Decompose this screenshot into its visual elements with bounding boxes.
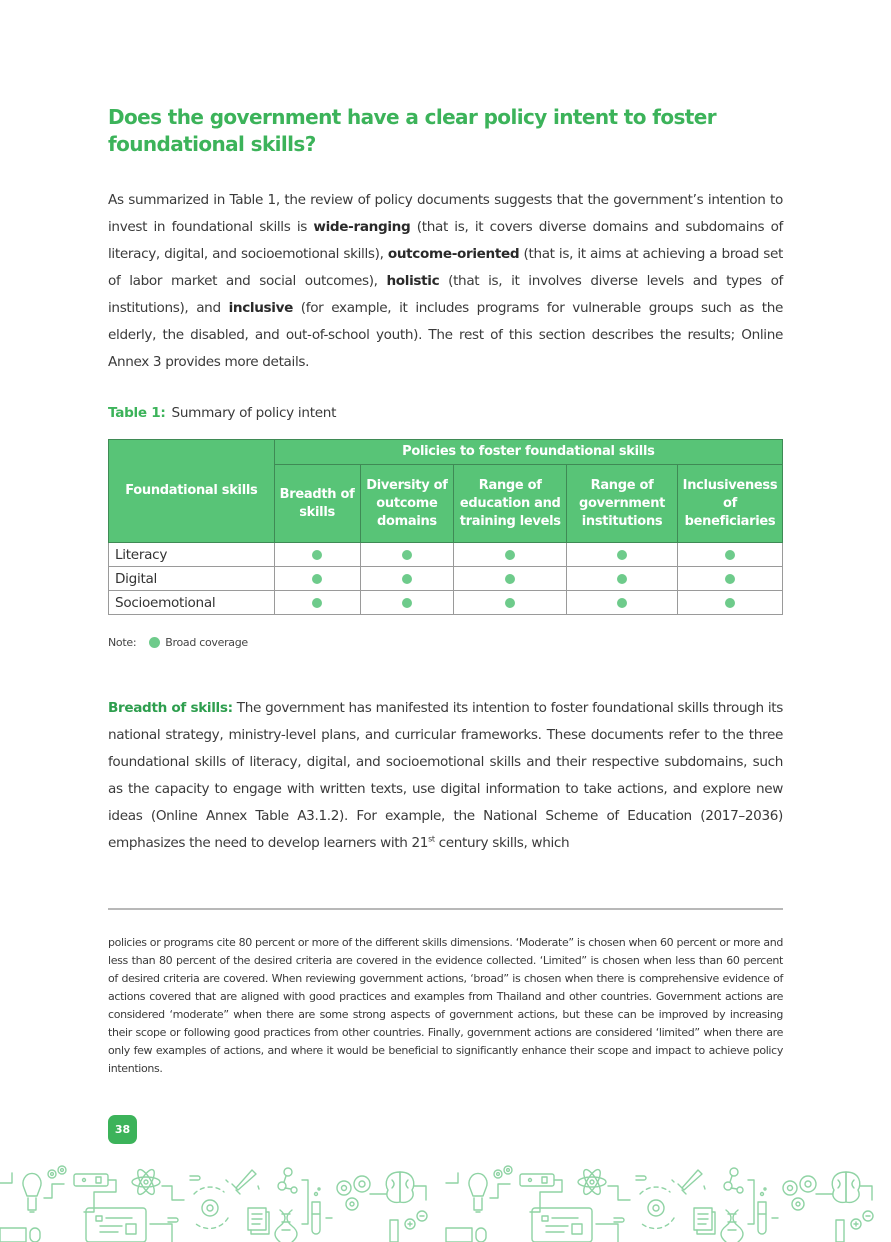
intro-paragraph xyxy=(108,187,783,376)
breadth-text: The government has manifested its intention to foster foundational skills through its national strategy, ministry-level plans, and curricular frameworks. These documents refer to the three foundational skills of literacy, digital, and socioemotional skills and their respective subdomains, such as the capacity to engage with written texts, use digital information to take actions, and explore new ideas (Online Annex Table A3.1.2). For example, the National Scheme of Education (2017–2036) emphasizes the need to develop learners with 21 xyxy=(108,700,784,851)
coverage-cell xyxy=(274,543,360,567)
page-number-badge: 38 xyxy=(108,1115,137,1144)
emphasis-term: wide-ranging xyxy=(313,219,411,235)
battery-icon xyxy=(0,1220,398,1242)
policy-intent-table xyxy=(108,439,783,615)
coverage-cell xyxy=(360,543,454,567)
table-row xyxy=(109,543,783,567)
breadth-text-end: century skills, which xyxy=(434,835,570,851)
circuit-line xyxy=(84,1180,116,1212)
paperclip-icon xyxy=(168,1176,200,1222)
laptop-icon xyxy=(86,1208,146,1242)
gears-cluster-icon xyxy=(337,1176,370,1210)
atom-icon xyxy=(132,1167,160,1196)
broad-coverage-dot-icon xyxy=(725,598,735,608)
coverage-cell xyxy=(677,567,782,591)
row-label: Digital xyxy=(109,567,275,591)
coverage-cell xyxy=(677,591,782,615)
column-header: Range of government institutions xyxy=(567,465,678,543)
emphasis-term: holistic xyxy=(386,273,440,289)
row-label: Socioemotional xyxy=(109,591,275,615)
emphasis-term: inclusive xyxy=(228,300,293,316)
coverage-cell xyxy=(360,567,454,591)
coverage-cell xyxy=(454,591,567,615)
coverage-cell xyxy=(454,543,567,567)
broad-coverage-dot-icon xyxy=(312,598,322,608)
broad-coverage-dot-icon xyxy=(617,550,627,560)
documents-icon xyxy=(248,1208,269,1234)
test-tube-icon xyxy=(312,1188,320,1234)
breadth-paragraph xyxy=(108,695,783,857)
broad-coverage-dot-icon xyxy=(505,598,515,608)
column-header: Diversity of outcome domains xyxy=(360,465,454,543)
lightbulb-icon xyxy=(23,1173,41,1212)
page-title: Does the government have a clear policy intent to foster foundational skills? xyxy=(108,105,716,156)
intro-text: As summarized in Table 1, the review of policy documents suggests that the government’s intention to invest in foundational skills is xyxy=(108,192,783,235)
broad-coverage-dot-icon xyxy=(505,574,515,584)
broad-coverage-dot-icon xyxy=(402,574,412,584)
broad-coverage-dot-icon xyxy=(725,574,735,584)
broad-coverage-dot-icon xyxy=(312,574,322,584)
group-header-policies: Policies to foster foundational skills xyxy=(274,440,782,465)
coverage-cell xyxy=(567,567,678,591)
dna-icon xyxy=(275,1210,297,1242)
table-caption-text: Summary of policy intent xyxy=(171,405,337,421)
circuit-line xyxy=(150,1186,184,1242)
coverage-cell xyxy=(567,543,678,567)
molecule-icon xyxy=(278,1168,297,1193)
rocket-icon xyxy=(226,1170,259,1194)
ordinal-superscript: st xyxy=(428,834,435,844)
column-header: Breadth of skills xyxy=(274,465,360,543)
broad-coverage-dot-icon xyxy=(312,550,322,560)
breadth-lead: Breadth of skills: xyxy=(108,700,233,716)
table-row xyxy=(109,591,783,615)
row-header-foundational-skills: Foundational skills xyxy=(109,440,275,543)
note-label: Note: xyxy=(108,636,137,649)
coverage-cell xyxy=(360,591,454,615)
magnet-icon xyxy=(405,1211,427,1229)
broad-coverage-dot-icon xyxy=(617,598,627,608)
broad-coverage-dot-icon xyxy=(617,574,627,584)
intro-text: (that is, it covers diverse domains and subdomains of literacy, digital, and socioemotional skills), xyxy=(108,219,783,262)
footer-decoration xyxy=(0,1158,891,1242)
coverage-cell xyxy=(274,591,360,615)
footnote-divider xyxy=(108,908,783,910)
table-caption-label: Table 1: xyxy=(108,405,166,421)
gears-icon xyxy=(48,1166,66,1178)
footnote: policies or programs cite 80 percent or more of the different skills dimensions. ‘Moderate” is chosen when 60 percent or more and less than 80 percent of the desired criteria are covered in the evidence collected. ‘Limited” is chosen when less than 60 percent of desired criteria are covered. When reviewing government actions, ‘broad” is chosen when there is comprehensive evidence of actions covered that are aligned with good practices and examples from Thailand and other countries. Government actions are considered ‘moderate” when there are some strong aspects of government actions, but these can be improved by increasing their scope or following good practices from other countries. Finally, government actions are considered ‘limited” when there are only few examples of actions, and where it would be beneficial to significantly enhance their scope and impact to achieve policy intentions. xyxy=(108,936,783,1075)
emphasis-term: outcome-oriented xyxy=(387,246,520,262)
column-header: Range of education and training levels xyxy=(454,465,567,543)
legend-label: Broad coverage xyxy=(165,636,248,649)
table-caption xyxy=(108,405,336,421)
gear-orbit-icon xyxy=(194,1187,228,1228)
intro-text: (that is, it involves diverse levels and types of institutions), and xyxy=(108,273,783,316)
broad-coverage-dot-icon xyxy=(149,637,160,648)
broad-coverage-dot-icon xyxy=(505,550,515,560)
coverage-cell xyxy=(454,567,567,591)
intro-text: (that is, it aims at achieving a broad set of labor market and social outcomes), xyxy=(108,246,783,289)
intro-text: (for example, it includes programs for vulnerable groups such as the elderly, the disabled, and out-of-school youth). The rest of this section describes the results; Online Annex 3 provides more details. xyxy=(108,300,784,370)
column-header: Inclusiveness of beneficiaries xyxy=(677,465,782,543)
usb-drive-icon xyxy=(74,1174,108,1186)
table-row xyxy=(109,567,783,591)
broad-coverage-dot-icon xyxy=(402,550,412,560)
brain-icon xyxy=(386,1172,414,1202)
table-note xyxy=(108,636,248,649)
circuit-line xyxy=(370,1186,426,1200)
broad-coverage-dot-icon xyxy=(402,598,412,608)
coverage-cell xyxy=(567,591,678,615)
row-label: Literacy xyxy=(109,543,275,567)
coverage-cell xyxy=(677,543,782,567)
broad-coverage-dot-icon xyxy=(725,550,735,560)
coverage-cell xyxy=(274,567,360,591)
